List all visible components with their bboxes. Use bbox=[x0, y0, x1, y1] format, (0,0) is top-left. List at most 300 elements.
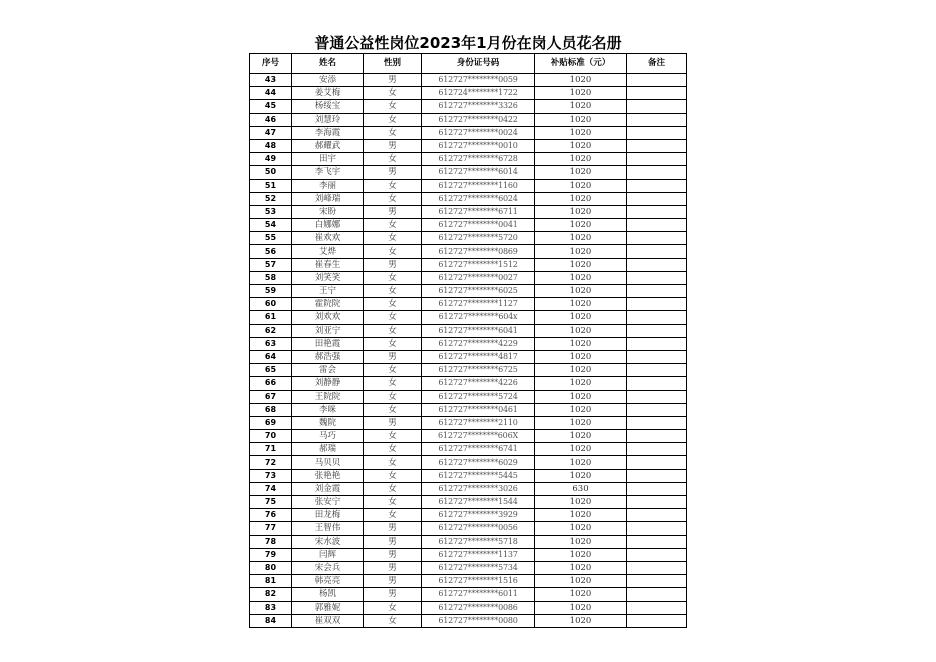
row-subsidy: 1020 bbox=[535, 324, 627, 337]
row-subsidy: 1020 bbox=[535, 258, 627, 271]
row-remarks bbox=[627, 179, 687, 192]
row-name: 崔欢欢 bbox=[292, 232, 364, 245]
row-subsidy: 1020 bbox=[535, 548, 627, 561]
row-name: 刘亚宁 bbox=[292, 324, 364, 337]
row-index: 55 bbox=[250, 232, 292, 245]
row-remarks bbox=[627, 601, 687, 614]
row-name: 刘欢欢 bbox=[292, 311, 364, 324]
row-gender: 女 bbox=[364, 601, 422, 614]
row-index: 46 bbox=[250, 113, 292, 126]
table-row bbox=[250, 245, 687, 258]
table-row bbox=[250, 258, 687, 271]
row-gender: 女 bbox=[364, 285, 422, 298]
col-header-name: 姓名 bbox=[292, 54, 364, 74]
row-index: 76 bbox=[250, 509, 292, 522]
row-index: 43 bbox=[250, 74, 292, 87]
row-subsidy: 1020 bbox=[535, 350, 627, 363]
row-gender: 男 bbox=[364, 548, 422, 561]
row-gender: 男 bbox=[364, 588, 422, 601]
row-id-number: 612727********0056 bbox=[422, 522, 535, 535]
row-remarks bbox=[627, 285, 687, 298]
row-index: 69 bbox=[250, 416, 292, 429]
row-gender: 女 bbox=[364, 192, 422, 205]
row-name: 闫辉 bbox=[292, 548, 364, 561]
row-remarks bbox=[627, 390, 687, 403]
table-row bbox=[250, 403, 687, 416]
row-remarks bbox=[627, 509, 687, 522]
row-remarks bbox=[627, 377, 687, 390]
row-remarks bbox=[627, 443, 687, 456]
row-id-number: 612727********6029 bbox=[422, 456, 535, 469]
row-id-number: 612727********3026 bbox=[422, 482, 535, 495]
table-row bbox=[250, 416, 687, 429]
row-gender: 男 bbox=[364, 139, 422, 152]
row-gender: 男 bbox=[364, 74, 422, 87]
row-gender: 女 bbox=[364, 324, 422, 337]
table-row bbox=[250, 100, 687, 113]
col-header-gender: 性别 bbox=[364, 54, 422, 74]
row-gender: 女 bbox=[364, 430, 422, 443]
row-id-number: 612727********6041 bbox=[422, 324, 535, 337]
row-index: 57 bbox=[250, 258, 292, 271]
row-name: 田艳霞 bbox=[292, 337, 364, 350]
row-name: 郝浩强 bbox=[292, 350, 364, 363]
table-row bbox=[250, 192, 687, 205]
table-row bbox=[250, 601, 687, 614]
row-subsidy: 1020 bbox=[535, 337, 627, 350]
row-remarks bbox=[627, 153, 687, 166]
row-gender: 女 bbox=[364, 271, 422, 284]
row-id-number: 612727********3929 bbox=[422, 509, 535, 522]
row-gender: 女 bbox=[364, 298, 422, 311]
row-id-number: 612727********1516 bbox=[422, 575, 535, 588]
table-row bbox=[250, 614, 687, 627]
table-row bbox=[250, 443, 687, 456]
table-row bbox=[250, 205, 687, 218]
row-gender: 男 bbox=[364, 350, 422, 363]
row-subsidy: 1020 bbox=[535, 390, 627, 403]
row-gender: 女 bbox=[364, 126, 422, 139]
table-row bbox=[250, 311, 687, 324]
row-name: 马贝贝 bbox=[292, 456, 364, 469]
row-id-number: 612727********0024 bbox=[422, 126, 535, 139]
table-row bbox=[250, 588, 687, 601]
row-id-number: 612727********1512 bbox=[422, 258, 535, 271]
row-name: 田龙梅 bbox=[292, 509, 364, 522]
row-remarks bbox=[627, 548, 687, 561]
row-subsidy: 630 bbox=[535, 482, 627, 495]
row-id-number: 612727********2110 bbox=[422, 416, 535, 429]
row-gender: 女 bbox=[364, 87, 422, 100]
row-id-number: 612727********1544 bbox=[422, 496, 535, 509]
row-remarks bbox=[627, 614, 687, 627]
row-gender: 女 bbox=[364, 100, 422, 113]
row-name: 刘金霞 bbox=[292, 482, 364, 495]
row-gender: 女 bbox=[364, 364, 422, 377]
row-id-number: 612727********6725 bbox=[422, 364, 535, 377]
table-row bbox=[250, 298, 687, 311]
row-index: 61 bbox=[250, 311, 292, 324]
row-id-number: 612727********1127 bbox=[422, 298, 535, 311]
table-row bbox=[250, 153, 687, 166]
row-index: 71 bbox=[250, 443, 292, 456]
row-id-number: 612727********604x bbox=[422, 311, 535, 324]
row-gender: 女 bbox=[364, 509, 422, 522]
row-gender: 女 bbox=[364, 153, 422, 166]
row-index: 77 bbox=[250, 522, 292, 535]
row-remarks bbox=[627, 74, 687, 87]
row-subsidy: 1020 bbox=[535, 298, 627, 311]
row-name: 王智伟 bbox=[292, 522, 364, 535]
row-name: 郝耀武 bbox=[292, 139, 364, 152]
row-gender: 男 bbox=[364, 205, 422, 218]
row-id-number: 612727********4817 bbox=[422, 350, 535, 363]
row-gender: 男 bbox=[364, 258, 422, 271]
row-gender: 女 bbox=[364, 482, 422, 495]
row-remarks bbox=[627, 139, 687, 152]
row-remarks bbox=[627, 337, 687, 350]
row-id-number: 612727********0080 bbox=[422, 614, 535, 627]
row-id-number: 612727********4229 bbox=[422, 337, 535, 350]
row-remarks bbox=[627, 430, 687, 443]
row-id-number: 612727********6011 bbox=[422, 588, 535, 601]
row-id-number: 612727********0059 bbox=[422, 74, 535, 87]
row-gender: 男 bbox=[364, 166, 422, 179]
row-remarks bbox=[627, 561, 687, 574]
row-name: 杨绥宝 bbox=[292, 100, 364, 113]
row-subsidy: 1020 bbox=[535, 522, 627, 535]
row-name: 安添 bbox=[292, 74, 364, 87]
row-id-number: 612727********6025 bbox=[422, 285, 535, 298]
row-index: 53 bbox=[250, 205, 292, 218]
row-id-number: 612727********6014 bbox=[422, 166, 535, 179]
row-subsidy: 1020 bbox=[535, 245, 627, 258]
row-name: 李飞宇 bbox=[292, 166, 364, 179]
row-remarks bbox=[627, 166, 687, 179]
row-name: 张艳艳 bbox=[292, 469, 364, 482]
row-name: 郝瑞 bbox=[292, 443, 364, 456]
row-id-number: 612724********1722 bbox=[422, 87, 535, 100]
row-index: 81 bbox=[250, 575, 292, 588]
row-gender: 男 bbox=[364, 561, 422, 574]
row-id-number: 612727********6024 bbox=[422, 192, 535, 205]
row-subsidy: 1020 bbox=[535, 100, 627, 113]
row-gender: 女 bbox=[364, 179, 422, 192]
row-gender: 女 bbox=[364, 403, 422, 416]
table-row bbox=[250, 87, 687, 100]
row-remarks bbox=[627, 350, 687, 363]
row-name: 崔双双 bbox=[292, 614, 364, 627]
row-subsidy: 1020 bbox=[535, 179, 627, 192]
row-remarks bbox=[627, 219, 687, 232]
row-name: 李海霞 bbox=[292, 126, 364, 139]
row-index: 68 bbox=[250, 403, 292, 416]
page-title: 普通公益性岗位2023年1月份在岗人员花名册 bbox=[314, 34, 622, 52]
row-index: 62 bbox=[250, 324, 292, 337]
row-subsidy: 1020 bbox=[535, 364, 627, 377]
row-index: 73 bbox=[250, 469, 292, 482]
row-id-number: 612727********0041 bbox=[422, 219, 535, 232]
row-index: 78 bbox=[250, 535, 292, 548]
row-subsidy: 1020 bbox=[535, 469, 627, 482]
row-remarks bbox=[627, 87, 687, 100]
row-gender: 男 bbox=[364, 535, 422, 548]
table-row bbox=[250, 179, 687, 192]
row-gender: 女 bbox=[364, 232, 422, 245]
row-id-number: 612727********606X bbox=[422, 430, 535, 443]
row-index: 75 bbox=[250, 496, 292, 509]
row-subsidy: 1020 bbox=[535, 535, 627, 548]
row-index: 83 bbox=[250, 601, 292, 614]
row-subsidy: 1020 bbox=[535, 456, 627, 469]
row-subsidy: 1020 bbox=[535, 205, 627, 218]
row-remarks bbox=[627, 113, 687, 126]
row-name: 李咪 bbox=[292, 403, 364, 416]
row-subsidy: 1020 bbox=[535, 614, 627, 627]
row-gender: 男 bbox=[364, 575, 422, 588]
row-gender: 女 bbox=[364, 443, 422, 456]
row-remarks bbox=[627, 245, 687, 258]
table-row bbox=[250, 350, 687, 363]
row-remarks bbox=[627, 588, 687, 601]
row-gender: 女 bbox=[364, 337, 422, 350]
row-subsidy: 1020 bbox=[535, 285, 627, 298]
row-index: 47 bbox=[250, 126, 292, 139]
row-name: 郭雅妮 bbox=[292, 601, 364, 614]
row-remarks bbox=[627, 456, 687, 469]
roster-table bbox=[249, 53, 687, 628]
row-subsidy: 1020 bbox=[535, 192, 627, 205]
row-index: 72 bbox=[250, 456, 292, 469]
row-gender: 女 bbox=[364, 390, 422, 403]
row-subsidy: 1020 bbox=[535, 496, 627, 509]
row-subsidy: 1020 bbox=[535, 166, 627, 179]
row-subsidy: 1020 bbox=[535, 575, 627, 588]
row-remarks bbox=[627, 496, 687, 509]
row-name: 白娜娜 bbox=[292, 219, 364, 232]
row-gender: 女 bbox=[364, 219, 422, 232]
row-index: 63 bbox=[250, 337, 292, 350]
row-gender: 女 bbox=[364, 614, 422, 627]
row-subsidy: 1020 bbox=[535, 403, 627, 416]
row-gender: 女 bbox=[364, 245, 422, 258]
row-index: 64 bbox=[250, 350, 292, 363]
row-index: 65 bbox=[250, 364, 292, 377]
row-gender: 女 bbox=[364, 456, 422, 469]
row-remarks bbox=[627, 403, 687, 416]
row-subsidy: 1020 bbox=[535, 443, 627, 456]
table-row bbox=[250, 324, 687, 337]
row-id-number: 612727********5718 bbox=[422, 535, 535, 548]
row-name: 魏院 bbox=[292, 416, 364, 429]
row-id-number: 612727********5720 bbox=[422, 232, 535, 245]
row-remarks bbox=[627, 271, 687, 284]
row-subsidy: 1020 bbox=[535, 416, 627, 429]
table-row bbox=[250, 390, 687, 403]
row-subsidy: 1020 bbox=[535, 153, 627, 166]
table-row bbox=[250, 430, 687, 443]
table-row bbox=[250, 575, 687, 588]
table-row bbox=[250, 113, 687, 126]
row-remarks bbox=[627, 416, 687, 429]
row-gender: 女 bbox=[364, 377, 422, 390]
row-index: 54 bbox=[250, 219, 292, 232]
row-name: 李丽 bbox=[292, 179, 364, 192]
table-header-row bbox=[250, 54, 687, 74]
row-subsidy: 1020 bbox=[535, 126, 627, 139]
row-remarks bbox=[627, 126, 687, 139]
row-gender: 女 bbox=[364, 469, 422, 482]
row-index: 84 bbox=[250, 614, 292, 627]
row-name: 刘笑笑 bbox=[292, 271, 364, 284]
row-id-number: 612727********6711 bbox=[422, 205, 535, 218]
row-gender: 男 bbox=[364, 416, 422, 429]
row-index: 56 bbox=[250, 245, 292, 258]
row-name: 霍院院 bbox=[292, 298, 364, 311]
row-name: 宋水波 bbox=[292, 535, 364, 548]
table-row bbox=[250, 509, 687, 522]
row-remarks bbox=[627, 258, 687, 271]
row-index: 66 bbox=[250, 377, 292, 390]
row-subsidy: 1020 bbox=[535, 74, 627, 87]
row-remarks bbox=[627, 311, 687, 324]
row-subsidy: 1020 bbox=[535, 232, 627, 245]
row-index: 58 bbox=[250, 271, 292, 284]
row-id-number: 612727********6728 bbox=[422, 153, 535, 166]
table-row bbox=[250, 74, 687, 87]
row-gender: 男 bbox=[364, 522, 422, 535]
row-subsidy: 1020 bbox=[535, 113, 627, 126]
row-name: 王宁 bbox=[292, 285, 364, 298]
col-header-remarks: 备注 bbox=[627, 54, 687, 74]
row-gender: 女 bbox=[364, 496, 422, 509]
row-name: 姜艾梅 bbox=[292, 87, 364, 100]
row-name: 王院院 bbox=[292, 390, 364, 403]
row-remarks bbox=[627, 100, 687, 113]
table-row bbox=[250, 166, 687, 179]
table-row bbox=[250, 482, 687, 495]
row-name: 张安宁 bbox=[292, 496, 364, 509]
col-header-index: 序号 bbox=[250, 54, 292, 74]
row-id-number: 612727********0027 bbox=[422, 271, 535, 284]
row-index: 79 bbox=[250, 548, 292, 561]
row-subsidy: 1020 bbox=[535, 139, 627, 152]
row-remarks bbox=[627, 205, 687, 218]
row-index: 80 bbox=[250, 561, 292, 574]
row-id-number: 612727********6741 bbox=[422, 443, 535, 456]
row-name: 宋会兵 bbox=[292, 561, 364, 574]
row-remarks bbox=[627, 535, 687, 548]
table-row bbox=[250, 271, 687, 284]
row-id-number: 612727********0422 bbox=[422, 113, 535, 126]
row-name: 雷会 bbox=[292, 364, 364, 377]
row-id-number: 612727********5724 bbox=[422, 390, 535, 403]
row-subsidy: 1020 bbox=[535, 561, 627, 574]
table-row bbox=[250, 139, 687, 152]
row-remarks bbox=[627, 522, 687, 535]
row-index: 44 bbox=[250, 87, 292, 100]
row-id-number: 612727********0461 bbox=[422, 403, 535, 416]
table-row bbox=[250, 285, 687, 298]
table-row bbox=[250, 469, 687, 482]
row-subsidy: 1020 bbox=[535, 219, 627, 232]
row-remarks bbox=[627, 232, 687, 245]
row-index: 45 bbox=[250, 100, 292, 113]
row-id-number: 612727********5734 bbox=[422, 561, 535, 574]
row-subsidy: 1020 bbox=[535, 271, 627, 284]
table-row bbox=[250, 456, 687, 469]
table-row bbox=[250, 232, 687, 245]
row-id-number: 612727********5445 bbox=[422, 469, 535, 482]
row-index: 59 bbox=[250, 285, 292, 298]
row-name: 田宇 bbox=[292, 153, 364, 166]
row-name: 杨凯 bbox=[292, 588, 364, 601]
row-index: 67 bbox=[250, 390, 292, 403]
row-remarks bbox=[627, 482, 687, 495]
row-name: 艾烨 bbox=[292, 245, 364, 258]
row-subsidy: 1020 bbox=[535, 87, 627, 100]
table-row bbox=[250, 377, 687, 390]
row-gender: 女 bbox=[364, 311, 422, 324]
row-subsidy: 1020 bbox=[535, 377, 627, 390]
row-id-number: 612727********3326 bbox=[422, 100, 535, 113]
row-index: 48 bbox=[250, 139, 292, 152]
table-body bbox=[250, 74, 687, 628]
row-subsidy: 1020 bbox=[535, 509, 627, 522]
table-row bbox=[250, 126, 687, 139]
row-id-number: 612727********0010 bbox=[422, 139, 535, 152]
row-subsidy: 1020 bbox=[535, 588, 627, 601]
row-name: 刘慧玲 bbox=[292, 113, 364, 126]
table-row bbox=[250, 522, 687, 535]
row-index: 60 bbox=[250, 298, 292, 311]
table-row bbox=[250, 548, 687, 561]
row-index: 82 bbox=[250, 588, 292, 601]
row-id-number: 612727********1160 bbox=[422, 179, 535, 192]
row-name: 韩亮亮 bbox=[292, 575, 364, 588]
table-row bbox=[250, 496, 687, 509]
row-id-number: 612727********0086 bbox=[422, 601, 535, 614]
row-index: 52 bbox=[250, 192, 292, 205]
row-remarks bbox=[627, 192, 687, 205]
row-name: 刘静静 bbox=[292, 377, 364, 390]
row-index: 70 bbox=[250, 430, 292, 443]
row-name: 宋盼 bbox=[292, 205, 364, 218]
row-id-number: 612727********1137 bbox=[422, 548, 535, 561]
row-id-number: 612727********4226 bbox=[422, 377, 535, 390]
row-name: 马巧 bbox=[292, 430, 364, 443]
row-remarks bbox=[627, 324, 687, 337]
row-index: 74 bbox=[250, 482, 292, 495]
table-row bbox=[250, 337, 687, 350]
row-name: 刘峰瑞 bbox=[292, 192, 364, 205]
col-header-subsidy: 补贴标准（元） bbox=[535, 54, 627, 74]
table-row bbox=[250, 219, 687, 232]
row-name: 崔春生 bbox=[292, 258, 364, 271]
row-remarks bbox=[627, 298, 687, 311]
col-header-id-number: 身份证号码 bbox=[422, 54, 535, 74]
row-subsidy: 1020 bbox=[535, 430, 627, 443]
row-index: 49 bbox=[250, 153, 292, 166]
row-index: 51 bbox=[250, 179, 292, 192]
row-subsidy: 1020 bbox=[535, 311, 627, 324]
table-row bbox=[250, 364, 687, 377]
table-row bbox=[250, 561, 687, 574]
row-remarks bbox=[627, 469, 687, 482]
row-id-number: 612727********0869 bbox=[422, 245, 535, 258]
row-subsidy: 1020 bbox=[535, 601, 627, 614]
row-index: 50 bbox=[250, 166, 292, 179]
